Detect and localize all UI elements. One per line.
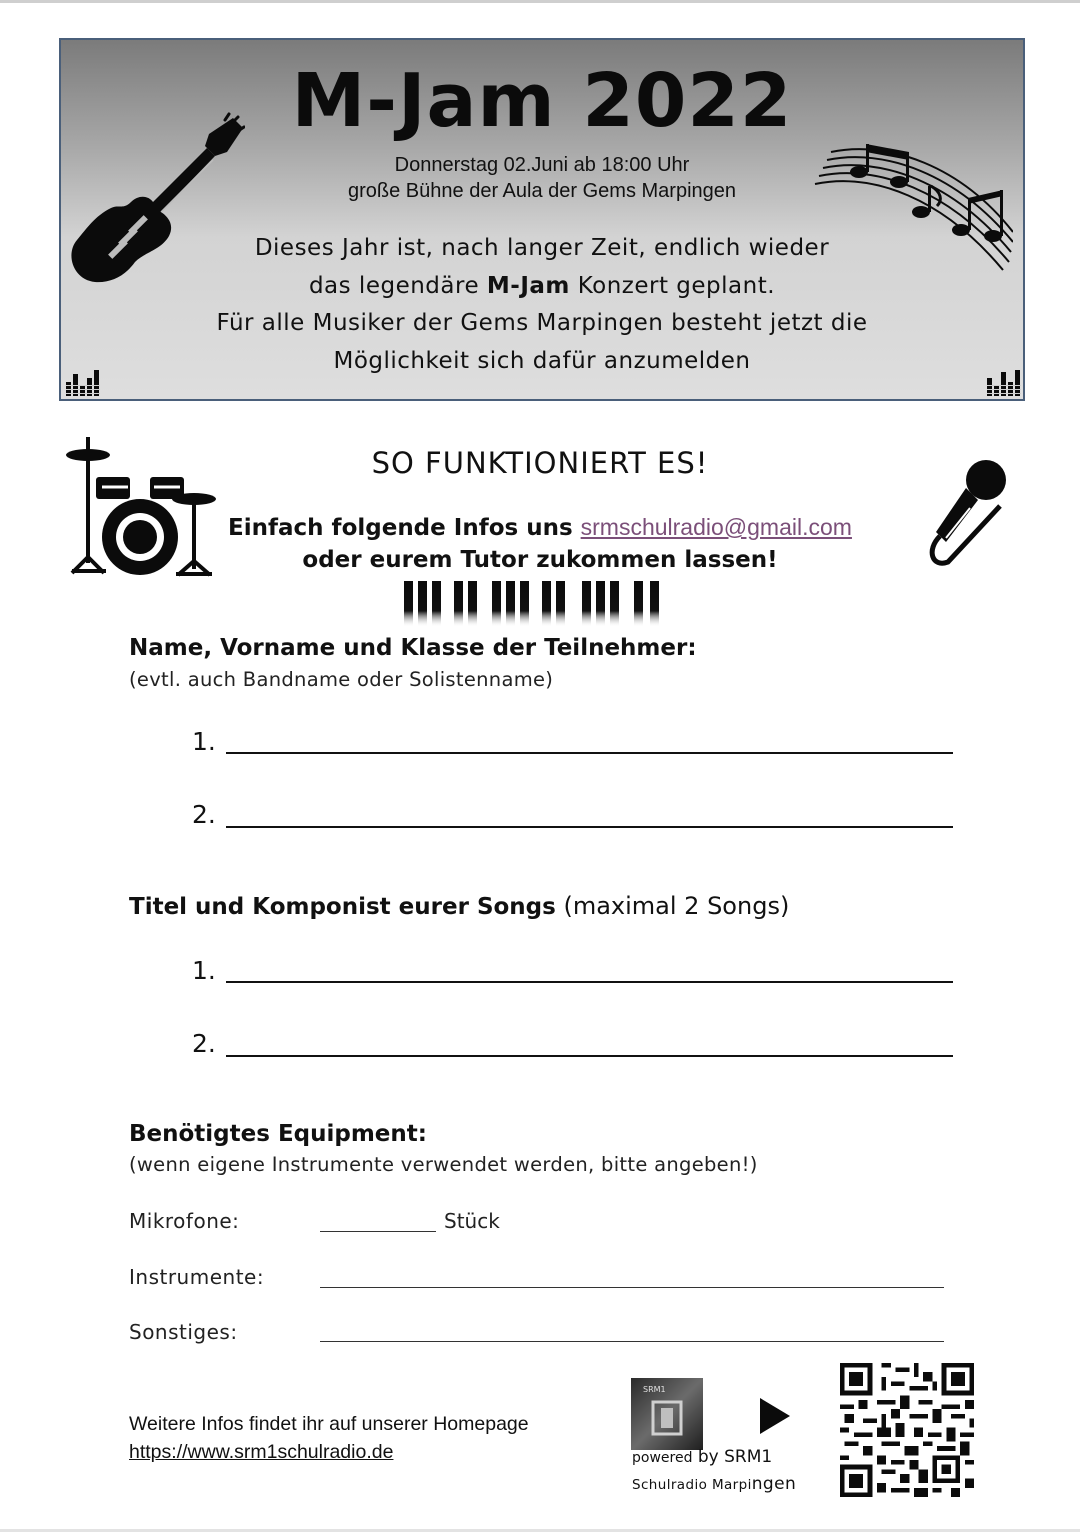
event-date: Donnerstag 02.Juni ab 18:00 Uhr xyxy=(394,154,690,176)
event-banner xyxy=(59,38,1025,401)
event-venue: große Bühne der Aula der Gems Marpingen xyxy=(348,180,736,202)
participant-number: 2. xyxy=(192,800,216,829)
event-title: M-Jam 2022 xyxy=(291,58,793,144)
description-line: Dieses Jahr ist, nach langer Zeit, endlich wieder xyxy=(254,235,830,261)
participant-1-field[interactable] xyxy=(226,752,953,754)
svg-text:SRM1: SRM1 xyxy=(643,1385,666,1394)
guitar-icon xyxy=(65,112,245,284)
section-title: SO FUNKTIONIERT ES! xyxy=(371,446,709,480)
song-number: 2. xyxy=(192,1029,216,1058)
equipment-hint: (wenn eigene Instrumente verwendet werden, bitte angeben!) xyxy=(129,1153,758,1176)
song-1-field[interactable] xyxy=(226,981,953,983)
event-name-bold: M-Jam xyxy=(486,272,570,299)
participants-heading: Name, Vorname und Klasse der Teilnehmer: xyxy=(129,635,697,661)
equalizer-icon xyxy=(987,366,1021,396)
other-label: Sonstiges: xyxy=(129,1320,238,1344)
srm1-logo xyxy=(631,1378,703,1450)
top-border xyxy=(0,0,1080,3)
music-notes-icon xyxy=(813,138,1013,278)
equalizer-icon xyxy=(66,366,100,396)
instructions-line: Einfach folgende Infos uns srmschulradio@gmail.com xyxy=(228,514,852,541)
microphones-label: Mikrofone: xyxy=(129,1209,240,1233)
instruments-label: Instrumente: xyxy=(129,1265,265,1289)
description-line: das legendäre M-Jam Konzert geplant. xyxy=(308,272,776,299)
instruments-field[interactable] xyxy=(320,1287,944,1288)
song-2-field[interactable] xyxy=(226,1055,953,1057)
songs-heading: Titel und Komponist eurer Songs (maximal 2 Songs) xyxy=(129,892,790,920)
piano-keys-icon xyxy=(404,581,666,637)
other-field[interactable] xyxy=(320,1341,944,1342)
footer-info: Weitere Infos findet ihr auf unserer Homepage xyxy=(129,1413,529,1435)
song-number: 1. xyxy=(192,956,216,985)
participants-hint: (evtl. auch Bandname oder Solistenname) xyxy=(129,668,554,691)
equipment-heading: Benötigtes Equipment: xyxy=(129,1121,427,1147)
school-name: Schulradio Marpingen xyxy=(632,1474,797,1494)
qr-code-icon[interactable] xyxy=(840,1363,974,1497)
participant-2-field[interactable] xyxy=(226,826,953,828)
description-line: Für alle Musiker der Gems Marpingen besteht jetzt die xyxy=(216,310,868,336)
email-link[interactable]: srmschulradio@gmail.com xyxy=(580,514,852,540)
participant-number: 1. xyxy=(192,727,216,756)
microphones-count-field[interactable] xyxy=(320,1231,436,1232)
powered-by: powered by SRM1 xyxy=(632,1447,773,1467)
instructions-line: oder eurem Tutor zukommen lassen! xyxy=(302,547,778,573)
microphones-unit: Stück xyxy=(444,1209,500,1233)
play-icon[interactable] xyxy=(758,1396,792,1436)
homepage-link[interactable]: https://www.srm1schulradio.de xyxy=(129,1441,394,1463)
description-line: Möglichkeit sich dafür anzumelden xyxy=(333,347,751,374)
